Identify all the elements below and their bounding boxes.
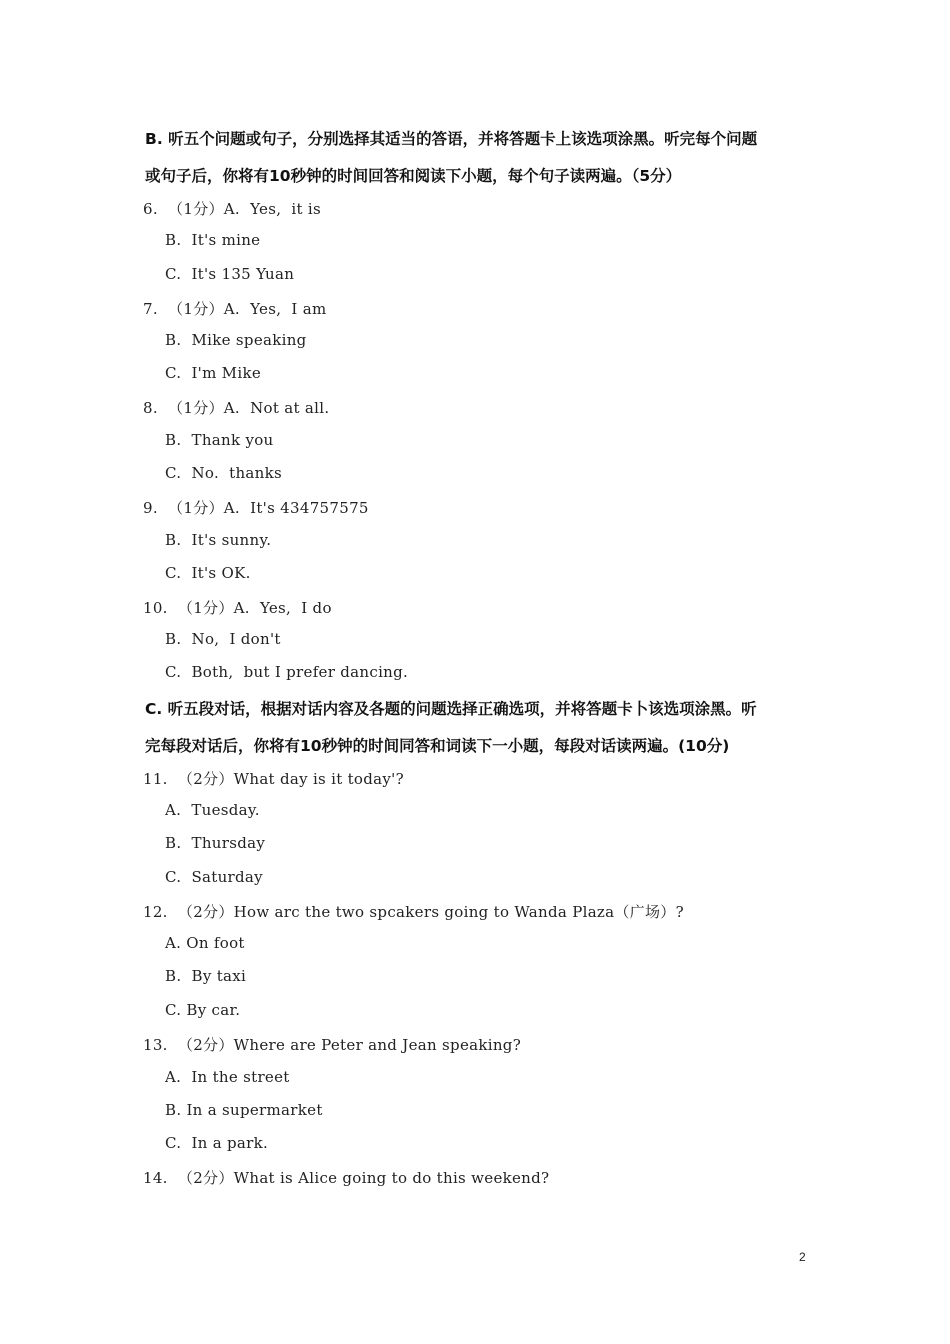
question-8-option-b: B. Thank you [165,431,274,449]
question-6-option-b: B. It's mine [165,231,261,249]
question-13-stem: 13. （2分）Where are Peter and Jean speaking? [143,1036,522,1054]
question-6-option-c: C. It's 135 Yuan [165,265,295,283]
question-7-option-c: C. I'm Mike [165,364,262,382]
question-8-stem: 8. （1分）A. Not at all. [143,399,330,417]
question-14-stem: 14. （2分）What is Alice going to do this weekend? [143,1169,550,1187]
question-12-option-a: A. On foot [165,934,245,952]
question-7-option-b: B. Mike speaking [165,331,307,349]
question-12-stem: 12. （2分）How arc the two spcakers going to Wanda Plaza（广场）? [143,903,684,921]
question-10-option-b: B. No, I don't [165,630,281,648]
question-7-stem: 7. （1分）A. Yes, I am [143,300,327,318]
question-9-option-b: B. It's sunny. [165,531,272,549]
section-b-instructions-line-2: 或句子后，你将有10秒钟的时间回答和阅读下小题，每个句子读两遍。（5分） [145,167,682,185]
question-11-option-b: B. Thursday [165,834,266,852]
question-13-option-c: C. In a park. [165,1134,269,1152]
page-number: 2 [799,1250,806,1264]
question-9-stem: 9. （1分）A. It's 434757575 [143,499,369,517]
question-13-option-a: A. In the street [165,1068,290,1086]
question-12-option-c: C. By car. [165,1001,241,1019]
question-12-option-b: B. By taxi [165,967,247,985]
section-b-instructions-line-1: B. 听五个问题或句子，分别选择其适当的答语，并将答题卡上该选项涂黑。听完每个问题 [145,130,758,148]
question-11-option-a: A. Tuesday. [165,801,260,819]
question-13-option-b: B. In a supermarket [165,1101,323,1119]
question-8-option-c: C. No. thanks [165,464,283,482]
question-11-stem: 11. （2分）What day is it today'? [143,770,404,788]
section-c-instructions-line-2: 完每段对话后，你将有10秒钟的时间同答和词读下一小题，每段对话读两遍。(10分) [145,737,730,755]
question-9-option-c: C. It's OK. [165,564,251,582]
question-10-stem: 10. （1分）A. Yes, I do [143,599,332,617]
question-11-option-c: C. Saturday [165,868,263,886]
question-6-stem: 6. （1分）A. Yes, it is [143,200,321,218]
section-c-instructions-line-1: C. 听五段对话，根据对话内容及各题的问题选择正确选项，并将答题卡卜该选项涂黑。听 [145,700,757,718]
question-10-option-c: C. Both, but I prefer dancing. [165,663,409,681]
